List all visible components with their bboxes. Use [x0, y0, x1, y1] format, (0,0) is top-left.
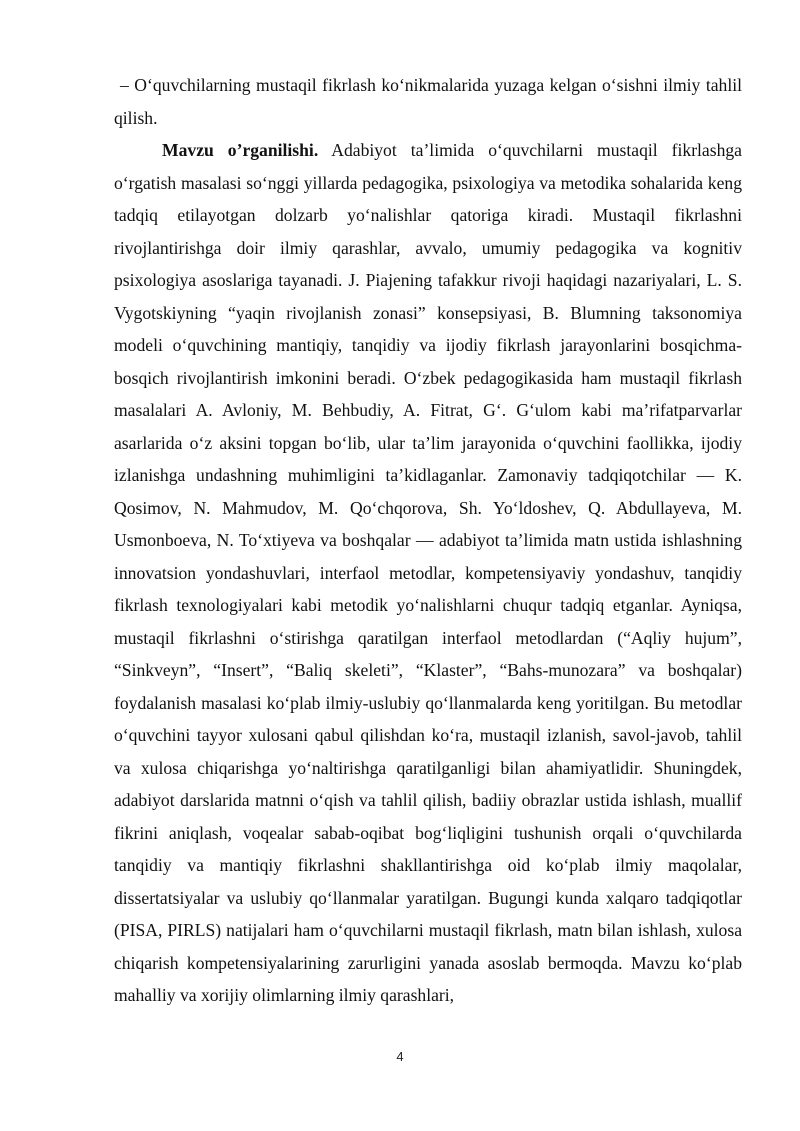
- objective-list-item: – O‘quvchilarning mustaqil fikrlash ko‘nikmalarida yuzaga kelgan o‘sishni ilmiy tahlil qilish.: [114, 75, 742, 128]
- topic-study-paragraph: [114, 134, 742, 1012]
- body-text: [114, 69, 742, 1012]
- paragraph-body: Adabiyot ta’limida o‘quvchilarni mustaqil fikrlashga o‘rgatish masalasi so‘nggi yillarda pedagogika, psixologiya va metodika sohalarida keng tadqiq etilayotgan dolzarb yo‘nalishlar qatoriga kiradi. Mustaqil fikrlashni rivojlantirishga doir ilmiy qarashlar, avvalo, umumiy pedagogika va kognitiv psixologiya asoslariga tayanadi. J. Piajening tafakkur rivoji haqidagi nazariyalari, L. S. Vygotskiyning “yaqin rivojlanish zonasi” konsepsiyasi, B. Blumning taksonomiya modeli o‘quvchining mantiqiy, tanqidiy va ijodiy fikrlash jarayonlarini bosqichma-bosqich rivojlantirish imkonini beradi. O‘zbek pedagogikasida ham mustaqil fikrlash masalalari A. Avloniy, M. Behbudiy, A. Fitrat, G‘. G‘ulom kabi ma’rifatparvarlar asarlarida o‘z aksini topgan bo‘lib, ular ta’lim jarayonida o‘quvchini faollikka, ijodiy izlanishga undashning muhimligini ta’kidlaganlar. Zamonaviy tadqiqotchilar — K. Qosimov, N. Mahmudov, M. Qo‘chqorova, Sh. Yo‘ldoshev, Q. Abdullayeva, M. Usmonboeva, N. To‘xtiyeva va boshqalar — adabiyot ta’limida matn ustida ishlashning innovatsion yondashuvlari, interfaol metodlar, kompetensiyaviy yondashuv, tanqidiy fikrlash texnologiyalari kabi metodik yo‘nalishlarni chuqur tadqiq etganlar. Ayniqsa, mustaqil fikrlashni o‘stirishga qaratilgan interfaol metodlardan (“Aqliy hujum”, “Sinkveyn”, “Insert”, “Baliq skeleti”, “Klaster”, “Bahs-munozara” va boshqalar) foydalanish masalasi ko‘plab ilmiy-uslubiy qo‘llanmalarda keng yoritilgan. Bu metodlar o‘quvchini tayyor xulosani qabul qilishdan ko‘ra, mustaqil izlanish, savol-javob, tahlil va xulosa chiqarishga yo‘naltirishga qaratilganligi bilan ahamiyatlidir. Shuningdek, adabiyot darslarida matnni o‘qish va tahlil qilish, badiiy obrazlar ustida ishlash, muallif fikrini aniqlash, voqealar sabab-oqibat bog‘liqligini tushunish orqali o‘quvchilarda tanqidiy va mantiqiy fikrlashni shakllantirishga oid ko‘plab ilmiy maqolalar, dissertatsiyalar va uslubiy qo‘llanmalar yaratilgan. Bugungi kunda xalqaro tadqiqotlar (PISA, PIRLS) natijalari ham o‘quvchilarni mustaqil fikrlash, matn bilan ishlash, xulosa chiqarish kompetensiyalarining zarurligini yanada asoslab bermoqda. Mavzu ko‘plab mahalliy va xorijiy olimlarning ilmiy qarashlari,: [114, 140, 742, 1005]
- page-number: 4: [396, 1049, 404, 1064]
- section-heading: Mavzu o’rganilishi.: [162, 140, 319, 160]
